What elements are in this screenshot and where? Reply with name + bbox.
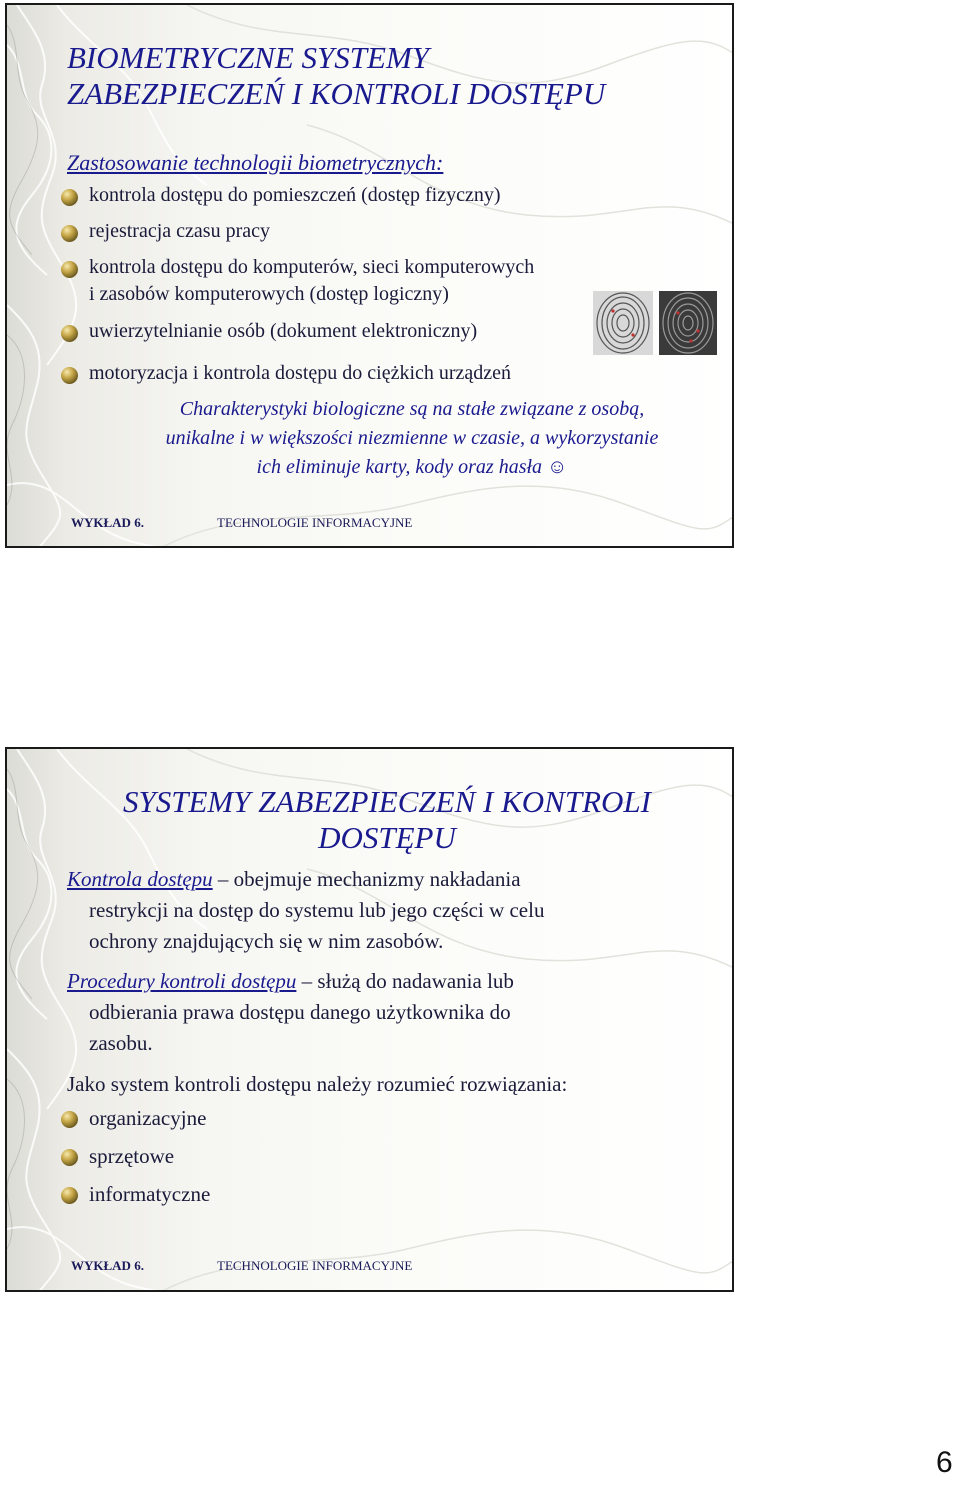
list-item-text: kontrola dostępu do komputerów, sieci komputerowych	[89, 256, 535, 278]
title-line: ZABEZPIECZEŃ I KONTROLI DOSTĘPU	[67, 76, 606, 111]
list-item-text: rejestracja czasu pracy	[89, 220, 270, 242]
list-item-text: i zasobów komputerowych (dostęp logiczny)	[89, 283, 449, 305]
slide-title	[67, 784, 707, 856]
title-line: DOSTĘPU	[318, 820, 456, 855]
list-item-text: sprzętowe	[89, 1144, 175, 1168]
note-line: unikalne i w większości niezmienne w czasie, a wykorzystanie	[165, 427, 659, 449]
footer-lecture: WYKŁAD 6.	[71, 1258, 144, 1273]
bullet-icon	[61, 189, 78, 206]
note-line: ich eliminuje karty, kody oraz hasła ☺	[256, 456, 568, 478]
footer-course: TECHNOLOGIE INFORMACYJNE	[217, 1258, 413, 1273]
paragraph-text: zasobu.	[89, 1031, 153, 1055]
bullet-icon	[61, 1111, 78, 1128]
paragraph-text: – obejmuje mechanizmy nakładania	[212, 867, 521, 891]
bullet-icon	[61, 325, 78, 342]
list-item-text: motoryzacja i kontrola dostępu do ciężkich urządzeń	[89, 362, 512, 384]
list-item	[59, 1106, 210, 1144]
bullet-list	[59, 184, 534, 398]
list-item	[59, 1182, 210, 1220]
list-item	[59, 184, 534, 220]
list-item-text: organizacyjne	[89, 1106, 207, 1130]
title-line: BIOMETRYCZNE SYSTEMY	[67, 40, 430, 75]
section-subheading: Zastosowanie technologii biometrycznych:	[67, 150, 444, 175]
bullet-icon	[61, 225, 78, 242]
term-access-procedures: Procedury kontroli dostępu	[67, 969, 297, 993]
list-item	[59, 256, 534, 320]
list-item	[59, 362, 534, 398]
list-item	[59, 1144, 210, 1182]
list-item	[59, 220, 534, 256]
biometrics-note	[87, 395, 734, 482]
bullet-icon	[61, 261, 78, 278]
bullet-icon	[61, 1187, 78, 1204]
bullet-icon	[61, 367, 78, 384]
solutions-intro: Jako system kontroli dostępu należy rozumieć rozwiązania:	[67, 1072, 568, 1096]
list-item-text: informatyczne	[89, 1182, 211, 1206]
access-control-definition	[67, 864, 732, 957]
slide-title	[67, 40, 727, 112]
footer-lecture: WYKŁAD 6.	[71, 515, 144, 530]
title-line: SYSTEMY ZABEZPIECZEŃ I KONTROLI	[123, 784, 651, 819]
slide-1	[5, 3, 734, 548]
footer-course: TECHNOLOGIE INFORMACYJNE	[217, 515, 413, 530]
bullet-icon	[61, 1149, 78, 1166]
page-number: 6	[936, 1446, 953, 1479]
note-line: Charakterystyki biologiczne są na stałe związane z osobą,	[179, 398, 645, 420]
list-item-text: uwierzytelnianie osób (dokument elektroniczny)	[89, 320, 478, 342]
bullet-list	[59, 1106, 210, 1220]
list-item	[59, 320, 534, 362]
slide-2	[5, 747, 734, 1292]
fingerprint-images	[593, 291, 719, 357]
paragraph-text: odbierania prawa dostępu danego użytkownika do	[89, 1000, 511, 1024]
paragraph-text: ochrony znajdujących się w nim zasobów.	[89, 929, 444, 953]
list-item-text: kontrola dostępu do pomieszczeń (dostęp fizyczny)	[89, 184, 501, 206]
paragraph-text: – służą do nadawania lub	[296, 969, 514, 993]
term-access-control: Kontrola dostępu	[67, 867, 213, 891]
paragraph-text: restrykcji na dostęp do systemu lub jego części w celu	[89, 898, 545, 922]
access-control-procedures	[67, 966, 732, 1059]
